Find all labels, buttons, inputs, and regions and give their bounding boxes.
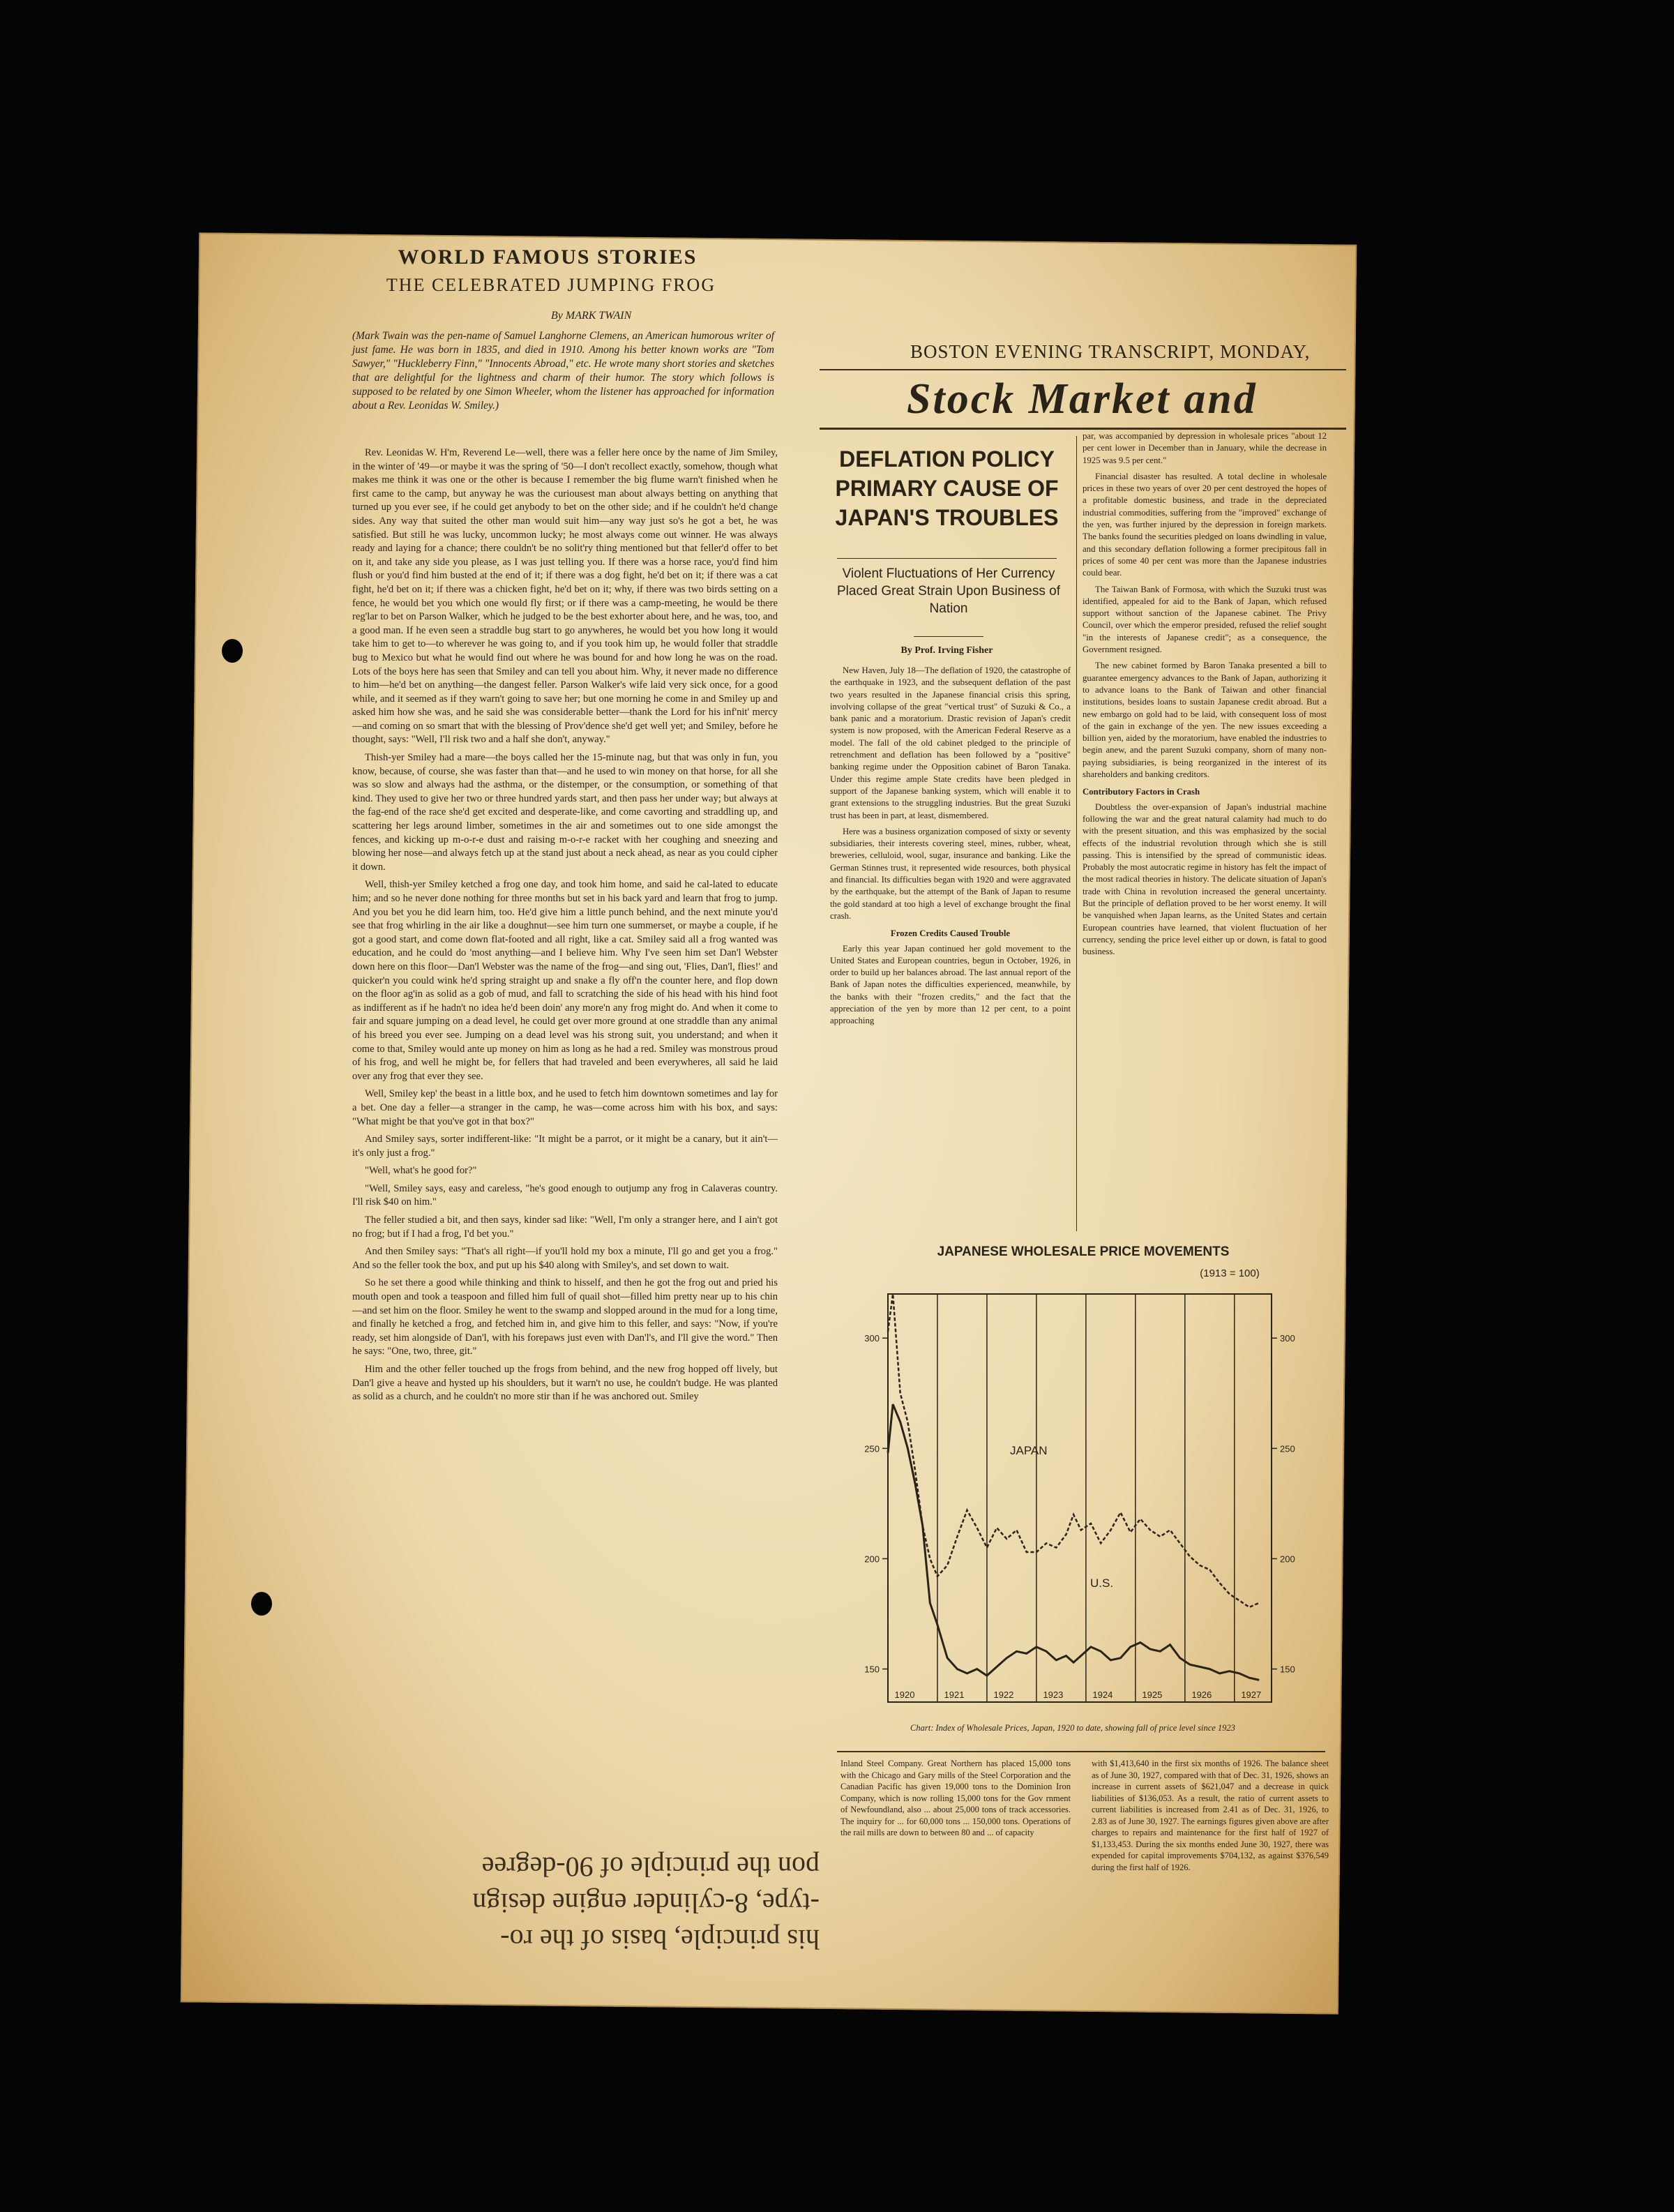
chart-series <box>888 1294 1259 1680</box>
chart-title: JAPANESE WHOLESALE PRICE MOVEMENTS <box>937 1244 1230 1259</box>
y-tick-label-left: 150 <box>864 1664 880 1675</box>
chart-frame <box>888 1294 1272 1702</box>
story-paragraph: "Well, Smiley says, easy and careless, "he's good enough to outjump any frog in Calaveras country. I'll risk $40 on him." <box>352 1182 778 1208</box>
x-tick-label: 1923 <box>1043 1690 1064 1700</box>
masthead-rule <box>820 369 1346 370</box>
masthead-line: BOSTON EVENING TRANSCRIPT, MONDAY, <box>910 341 1311 362</box>
chart-ticks <box>864 1333 1295 1700</box>
subhead-rule <box>914 636 983 637</box>
article-paragraph: Financial disaster has resulted. A total decline in wholesale prices in these two years of over 20 per cent destroyed the hopes of a profitable domestic business, and trade in the depreciated industrial commodities, suffering from the "improved" exchange of the yen, was further injured by the depression in foreign markets. The banks found the securities pledged on loans dwindling in value, and this secondary deflation following a former precipitous fall in prices of some 40 per cent was more than the Japanese industries could bear. <box>1083 471 1327 578</box>
article-subhead: Violent Fluctuations of Her Currency Placed Great Strain Upon Business of Nation <box>836 566 1060 616</box>
series-line-us <box>888 1404 1259 1680</box>
story-paragraph: "Well, what's he good for?" <box>365 1165 477 1177</box>
story-paragraph: Him and the other feller touched up the frogs from behind, and the new frog hopped off lively, but Dan'l give a heave and hysted up his shoulders, but it warn't no use, he couldn't budge. He was planted as solid as a church, and he couldn't no more stir than if he was anchored out. Smiley <box>352 1364 778 1403</box>
series-line-japan <box>888 1294 1259 1607</box>
article-paragraph: par, was accompanied by depression in wholesale prices "about 12 per cent lower in December than in January, while the decrease in 1925 was 9.5 per cent." <box>1083 431 1327 465</box>
story-paragraph: Thish-yer Smiley had a mare—the boys called her the 15-minute nag, but that was only in fun, you know, because, of course, she was faster than that—and he used to win money on that horse, for all she was so slow and always had the asthma, or the distemper, or the consumption, or something of that kind. They used to give her two or three hundred yards start, and then pass her under way; but always at the fag-end of the race she'd get excited and desperate-like, and come cavorting and straddling up, and scattering her legs around limber, sometimes in the air and sometimes out to one side amongst the fences, and kicking up m-o-r-e dust and raising m-o-r-e racket with her coughing and sneezing and blowing her nose—and always fetch up at the stand just about a neck ahead, as near as you could cipher it down. <box>352 752 778 873</box>
jumping-frog-clipping <box>328 243 792 2022</box>
banner-rule <box>820 428 1346 430</box>
story-paragraph: And then Smiley says: "That's all right—if you'll hold my box a minute, I'll go and get you a frog." And so the feller took the box, and put up his $40 along with Smiley's, and set down to wait. <box>352 1246 778 1271</box>
newspaper-masthead <box>806 331 1346 422</box>
y-tick-label-right: 250 <box>1280 1443 1295 1454</box>
chart-subtitle: (1913 = 100) <box>1200 1267 1260 1279</box>
article-byline: By Prof. Irving Fisher <box>900 645 993 656</box>
headline-rule <box>837 558 1057 559</box>
price-chart <box>836 1242 1331 1744</box>
bleedthrough-line: his principle, basis of the ro- <box>500 1924 820 1955</box>
article-paragraph: Here was a business organization composed of sixty or seventy subsidiaries, their interests covering steel, mines, rubber, wheat, breweries, celluloid, wool, sugar, insurance and banking. Like the German Stinnes trust, it represented wide resources, both physical and financial. Its difficulties began with 1920 and were aggravated by the earthquake, but the attempt of the Bank of Japan to resume the gold standard at too high a level of exchange brought the final crash. <box>830 826 1071 921</box>
story-body <box>352 446 778 1408</box>
column-subhead: Frozen Credits Caused Trouble <box>890 928 1011 939</box>
x-tick-label: 1927 <box>1241 1690 1262 1700</box>
section-title: WORLD FAMOUS STORIES <box>398 246 698 269</box>
x-tick-label: 1924 <box>1092 1690 1113 1700</box>
column-divider <box>1076 436 1077 1231</box>
story-paragraph: So he set there a good while thinking and think to hisself, and then he got the frog out and pried his mouth open and took a teaspoon and filled him full of quail shot—filled him pretty near up to his chin—and set him on the floor. Smiley he went to the swamp and slopped around in the mud for a long time, and finally he ketched a frog, and fetched him in, and give him to this feller, and says: "Now, if you're ready, set him alongside of Dan'l, with his forepaws just even with Dan'l's, and I'll give the word." Then he says: "One, two, three, git." <box>352 1277 778 1357</box>
article-paragraph: The new cabinet formed by Baron Tanaka presented a bill to guarantee emergency advances to the Bank of Japan, authorizing it to advance loans to the Bank of Taiwan and other financial institutions, besides loans to sustain Japanese credit abroad. But a new embargo on gold had to be laid, with consequent loss of most of the gain in exchange of the yen. The new issues exceeding a billion yen, aided by the moratorium, have enabled the industries to begin anew, and the parent Suzuki company, shorn of many non-paying subsidiaries, is being reorganized in the interest of its shareholders and banking creditors. <box>1083 661 1327 780</box>
article-column-2 <box>1083 430 1327 962</box>
y-tick-label-right: 300 <box>1280 1333 1295 1344</box>
story-title: THE CELEBRATED JUMPING FROG <box>386 275 716 295</box>
article-column-1 <box>830 665 1071 1032</box>
article-paragraph: Early this year Japan continued her gold movement to the United States and European countries, begun in October, 1926, in order to build up her balances abroad. The last annual report of the Bank of Japan notes the difficulties experienced, meanwhile, by the banks with their "frozen credits," and the fact that the appreciation of the yen by more than 12 per cent, to a point approaching <box>830 943 1071 1026</box>
series-label-japan: JAPAN <box>1010 1444 1048 1457</box>
bleedthrough-line: pon the principle of 90-degree <box>481 1851 820 1883</box>
x-tick-label: 1920 <box>894 1690 915 1700</box>
article-paragraph: New Haven, July 18—The deflation of 1920, the catastrophe of the earthquake in 1923, and the subsequent deflation of the past two years resulted in the Japanese financial crisis this spring, involving collapse of the great "vertical trust" of Suzuki & Co., a bank panic and a moratorium. Drastic revision of Japan's credit system is now proposed, with the American Federal Reserve as a model. The fall of the old cabinet pledged to the principle of retrenchment and deflation has been followed by a "positive" banking regime under the Opposition cabinet of Baron Tanaka. Under this regime ample State credits have been pledged in support of the Japanese banking system, which will enable it to grant extensions to the struggling industries. But the great Suzuki trust has been in part, at least, dismembered. <box>830 665 1071 820</box>
story-paragraph: Well, Smiley kep' the beast in a little box, and he used to fetch him downtown sometimes and lay for a bet. One day a feller—a stranger in the camp, he was—come across him with his box, and says: "What might be that you've got in that box?" <box>352 1088 778 1127</box>
x-tick-label: 1922 <box>993 1690 1014 1700</box>
bottom-right-column: with $1,413,640 in the first six months of 1926. The balance sheet as of June 30, 1927, compared with that of Dec. 31, 1926, shows an increase in current assets of $621,047 and a decrease in quick liabilities of $136,053. As a result, the ratio of current assets to current liabilities is increased from 2.41 as of Dec. 31, 1926, to 2.83 as of June 30, 1927. The earnings figures given above are after charges to repairs and maintenance for the first half of 1927 of $1,133,453. During the six months ended June 30, 1927, there was expended for capital improvements $704,132, as against $376,549 during the first half of 1926. <box>1092 1759 1329 1872</box>
article-paragraph: Doubtless the over-expansion of Japan's industrial machine following the war and the great natural calamity had much to do with the present situation, and this was emphasized by the social effects of the industrial revolution through which she is still passing. This is intensified by the spread of communistic ideas. Probably the most autocratic regime in history has felt the impact of the most radical theories in history. The delicate situation of Japan's trade with China in revolution increased the general uncertainty. But the principle of deflation proved to be her worst enemy. It will be vanquished when Japan learns, as the United States and certain European countries have learned, that violent fluctuation of her currency, sending the price level either up or down, is fatal to good business. <box>1083 802 1327 957</box>
section-banner: Stock Market and <box>907 375 1258 423</box>
y-tick-label-left: 250 <box>864 1443 880 1454</box>
bleedthrough-line: -type, 8-cylinder engine design <box>472 1888 820 1919</box>
punch-hole-bottom <box>251 1592 272 1616</box>
y-tick-label-left: 300 <box>864 1333 880 1344</box>
story-paragraph: And Smiley says, sorter indifferent-like: "It might be a parrot, or it might be a canary, but it ain't—it's only just a frog." <box>352 1134 778 1159</box>
upside-down-bleedthrough <box>472 1849 820 1957</box>
column-subhead: Contributory Factors in Crash <box>1083 787 1200 797</box>
y-tick-label-left: 200 <box>864 1553 880 1565</box>
y-tick-label-right: 150 <box>1280 1664 1295 1675</box>
x-tick-label: 1921 <box>944 1690 965 1700</box>
x-tick-label: 1925 <box>1142 1690 1163 1700</box>
x-tick-label: 1926 <box>1191 1690 1212 1700</box>
bottom-left-column: Inland Steel Company. Great Northern has placed 15,000 tons with the Chicago and Gary mills of the Steel Corporation and the Canadian Pacific has given 19,000 tons to the Dominion Iron Company, which is now rolling 15,000 tons for the Gov rnment of Newfoundland, also ... about 25,000 tons of track accessories. The inquiry for ... for 60,000 tons ... 150,000 tons. Operations of the rail mills are down to between 80 and ... of capacity <box>840 1759 1071 1837</box>
story-byline: By MARK TWAIN <box>551 310 632 322</box>
chart-caption: Chart: Index of Wholesale Prices, Japan, 1920 to date, showing fall of price level since 1923 <box>910 1723 1235 1733</box>
story-intro: (Mark Twain was the pen-name of Samuel Langhorne Clemens, an American humorous writer of just fame. He was born in 1835, and died in 1910. Among his better known works are "Tom Sawyer," "Huckleberry Finn," "Innocents Abroad," etc. He wrote many short stories and sketches that are delightful for the lightness and charm of their humor. The story which follows is supposed to be related by one Simon Wheeler, whom the listener has approached for information about a Rev. Leonidas W. Smiley.) <box>352 330 774 412</box>
y-tick-label-right: 200 <box>1280 1553 1295 1565</box>
story-paragraph: The feller studied a bit, and then says, kinder sad like: "Well, I'm only a stranger here, and I ain't got no frog; but if I had a frog, I'd bet you." <box>352 1214 778 1240</box>
story-paragraph: Well, thish-yer Smiley ketched a frog one day, and took him home, and said he cal-lated to educate him; and so he never done nothing for three months but set in his back yard and learn that frog to jump. And you bet you he did learn him, too. He'd give him a little punch behind, and the next minute you'd see that frog whirling in the air like a doughnut—see him turn one summerset, or maybe a couple, if he got a good start, and come down flat-footed and all right, like a cat. Smiley said all a frog wanted was education, and he could do 'most anything—and I believe him. Why I've seen him set Dan'l Webster down here on this floor—Dan'l Webster was the name of the frog—and sing out, 'Flies, Dan'l, flies!' and quicker'n you could wink he'd spring straight up and snake a fly off'n the counter here, and flop down on the floor ag'in as solid as a gob of mud, and fall to scratching the side of his head with his hind foot as indifferent as if he hadn't no idea he'd been doin' any more'n any frog might do. And when it come to fair and square jumping on a dead level, he could get over more ground at one straddle than any animal of his breed you ever see. Jumping on a dead level was his strong suit, you understand; and when it come to that, Smiley would ante up money on him as long as he had a red. Smiley was monstrous proud of his frog, and well he might be, for fellers that had traveled and been everywheres, all said he laid over any frog that ever they see. <box>352 879 778 1082</box>
price-chart-panel <box>836 1242 1331 1744</box>
story-paragraph: Rev. Leonidas W. H'm, Reverend Le—well, there was a feller here once by the name of Jim Smiley, in the winter of '49—or maybe it was the spring of '50—I don't recollect exactly, somehow, though what makes me think it was one or the other is because I remember the big flume warn't finished when he first came to the camp, but anyway he was the curiousest man about always betting on anything that turned up you ever see, if he could get anybody to bet on the other side; and if he couldn't he'd change sides. Any way that suited the other man would suit him—any way just so's he got a bet, he was satisfied. But still he was lucky, uncommon lucky; he most always come out winner. He was always ready and laying for a chance; there couldn't be no solit'ry thing mentioned but that feller'd offer to bet on it, and take any side you please, as I was just telling you. If there was a horse race, you'd find him flush or you'd find him busted at the end of it; if there was a dog fight, he'd bet on it; if there was a cat fight, he'd bet on it; if there was a chicken fight, he'd bet on it; why, if there was two birds setting on a fence, he would bet you which one would fly first; or if there was a camp-meeting, he would be there reg'lar to bet on Parson Walker, which he judged to be the best exhorter about here, and he was, too, and a good man. If he even seen a straddle bug start to go anywheres, he would bet you how long it would take him to get to—to wherever he was going to, and if you took him up, he would foller that straddle bug to Mexico but what he would find out where he was bound for and how long he was on the road. Lots of the boys here has seen that Smiley and can tell you about him. Why, it never made no difference to him—he'd bet on anything—the dangest feller. Parson Walker's wife laid very sick once, for a good while, and it seemed as if they warn't going to save her; but one morning he come in and Smiley up and asked him how she was, and he said she was considerable better—thank the Lord for his inf'nit' mercy—and coming on so smart that with the blessing of Prov'dence she'd get well yet; and Smiley, before he thought, says: "Well, I'll risk two and a half she don't, anyway." <box>352 447 778 746</box>
series-label-us: U.S. <box>1090 1577 1114 1590</box>
article-paragraph: The Taiwan Bank of Formosa, with which the Suzuki trust was identified, appealed for aid to the Bank of Japan, which refused support without sanction of the Japanese cabinet. The Privy Council, over which the emperor presided, refused the relief sought "in the interests of Japanese credit"; as a consequence, the Government resigned. <box>1083 584 1327 655</box>
article-headline: DEFLATION POLICY PRIMARY CAUSE OF JAPAN'S TROUBLES <box>835 446 1059 530</box>
bottom-section-rule <box>837 1751 1325 1752</box>
punch-hole-top <box>222 639 243 663</box>
